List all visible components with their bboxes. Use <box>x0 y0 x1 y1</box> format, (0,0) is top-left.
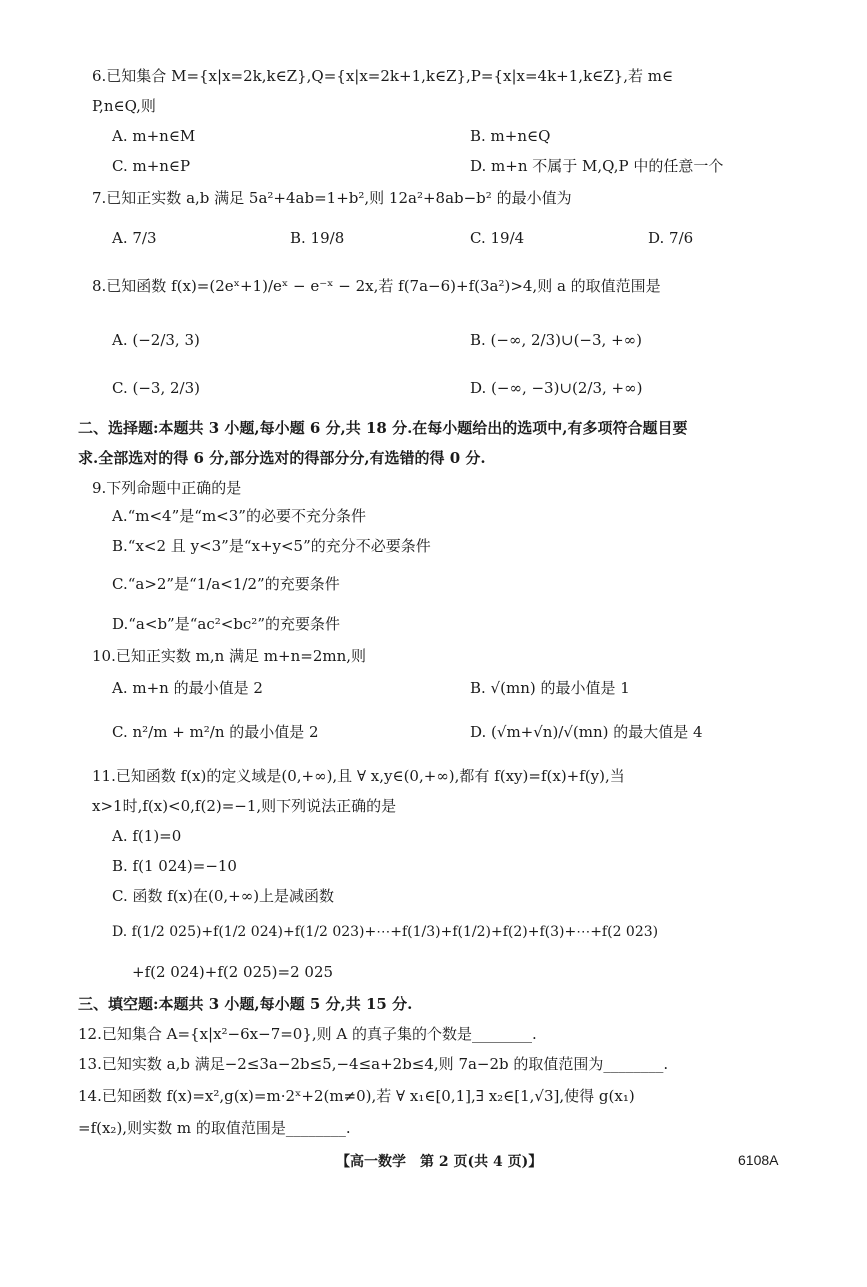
q11-option-c: C. 函数 f(x)在(0,+∞)上是减函数 <box>112 887 335 905</box>
q10-option-a: A. m+n 的最小值是 2 <box>112 679 263 697</box>
q9-option-c: C.“a>2”是“1/a<1/2”的充要条件 <box>112 575 340 593</box>
section2-heading-line1: 二、选择题:本题共 3 小题,每小题 6 分,共 18 分.在每小题给出的选项中,有多项符合题目要 <box>78 419 688 437</box>
section3-heading: 三、填空题:本题共 3 小题,每小题 5 分,共 15 分. <box>78 995 413 1013</box>
q11-stem-line2: x>1时,f(x)<0,f(2)=−1,则下列说法正确的是 <box>92 797 397 815</box>
q7-stem: 7.已知正实数 a,b 满足 5a²+4ab=1+b²,则 12a²+8ab−b² 的最小值为 <box>92 189 572 207</box>
exam-code: 6108A <box>738 1152 779 1168</box>
q9-stem: 9.下列命题中正确的是 <box>92 479 242 497</box>
q6-option-c: C. m+n∈P <box>112 157 191 175</box>
q14-line1: 14.已知函数 f(x)=x²,g(x)=m·2ˣ+2(m≠0),若 ∀ x₁∈[0,1],∃ x₂∈[1,√3],使得 g(x₁) <box>78 1087 635 1105</box>
q7-option-d: D. 7/6 <box>648 229 694 247</box>
q7-option-b: B. 19/8 <box>290 229 345 247</box>
page-footer-label: 【高一数学 第 2 页(共 4 页)】 <box>336 1154 543 1170</box>
q10-option-b: B. √(mn) 的最小值是 1 <box>470 679 630 697</box>
q8-stem: 8.已知函数 f(x)=(2eˣ+1)/eˣ − e⁻ˣ − 2x,若 f(7a−6)+f(3a²)>4,则 a 的取值范围是 <box>92 277 661 295</box>
q12-text: 12.已知集合 A={x|x²−6x−7=0},则 A 的真子集的个数是________. <box>78 1025 537 1043</box>
section2-heading-line2: 求.全部选对的得 6 分,部分选对的得部分分,有选错的得 0 分. <box>78 449 486 467</box>
q9-option-b: B.“x<2 且 y<3”是“x+y<5”的充分不必要条件 <box>112 537 431 555</box>
q8-option-b: B. (−∞, 2/3)∪(−3, +∞) <box>470 331 642 349</box>
q11-option-b: B. f(1 024)=−10 <box>112 857 237 875</box>
q6-stem-line1: 6.已知集合 M={x|x=2k,k∈Z},Q={x|x=2k+1,k∈Z},P={x|x=4k+1,k∈Z},若 m∈ <box>92 67 674 85</box>
q7-option-a: A. 7/3 <box>112 229 157 247</box>
q6-option-b: B. m+n∈Q <box>470 127 551 145</box>
q10-option-d: D. (√m+√n)/√(mn) 的最大值是 4 <box>470 723 703 741</box>
q13-text: 13.已知实数 a,b 满足−2≤3a−2b≤5,−4≤a+2b≤4,则 7a−2b 的取值范围为________. <box>78 1055 669 1073</box>
q6-option-a: A. m+n∈M <box>112 127 196 145</box>
q11-stem-line1: 11.已知函数 f(x)的定义域是(0,+∞),且 ∀ x,y∈(0,+∞),都有 f(xy)=f(x)+f(y),当 <box>92 767 625 785</box>
q9-option-d: D.“a<b”是“ac²<bc²”的充要条件 <box>112 615 340 633</box>
q6-option-d: D. m+n 不属于 M,Q,P 中的任意一个 <box>470 157 724 175</box>
q11-option-a: A. f(1)=0 <box>112 827 182 845</box>
q10-stem: 10.已知正实数 m,n 满足 m+n=2mn,则 <box>92 647 367 665</box>
q11-option-d-line2: +f(2 024)+f(2 025)=2 025 <box>132 963 334 981</box>
q8-option-d: D. (−∞, −3)∪(2/3, +∞) <box>470 379 643 397</box>
q6-stem-line2: P,n∈Q,则 <box>92 97 156 115</box>
q11-option-d-line1: D. f(1/2 025)+f(1/2 024)+f(1/2 023)+⋯+f(1/3)+f(1/2)+f(2)+f(3)+⋯+f(2 023) <box>112 924 659 940</box>
q7-option-c: C. 19/4 <box>470 229 525 247</box>
q9-option-a: A.“m<4”是“m<3”的必要不充分条件 <box>112 507 366 525</box>
q10-option-c: C. n²/m + m²/n 的最小值是 2 <box>112 723 319 741</box>
q8-option-c: C. (−3, 2/3) <box>112 379 200 397</box>
q14-line2: =f(x₂),则实数 m 的取值范围是________. <box>78 1119 351 1137</box>
q8-option-a: A. (−2/3, 3) <box>112 331 200 349</box>
